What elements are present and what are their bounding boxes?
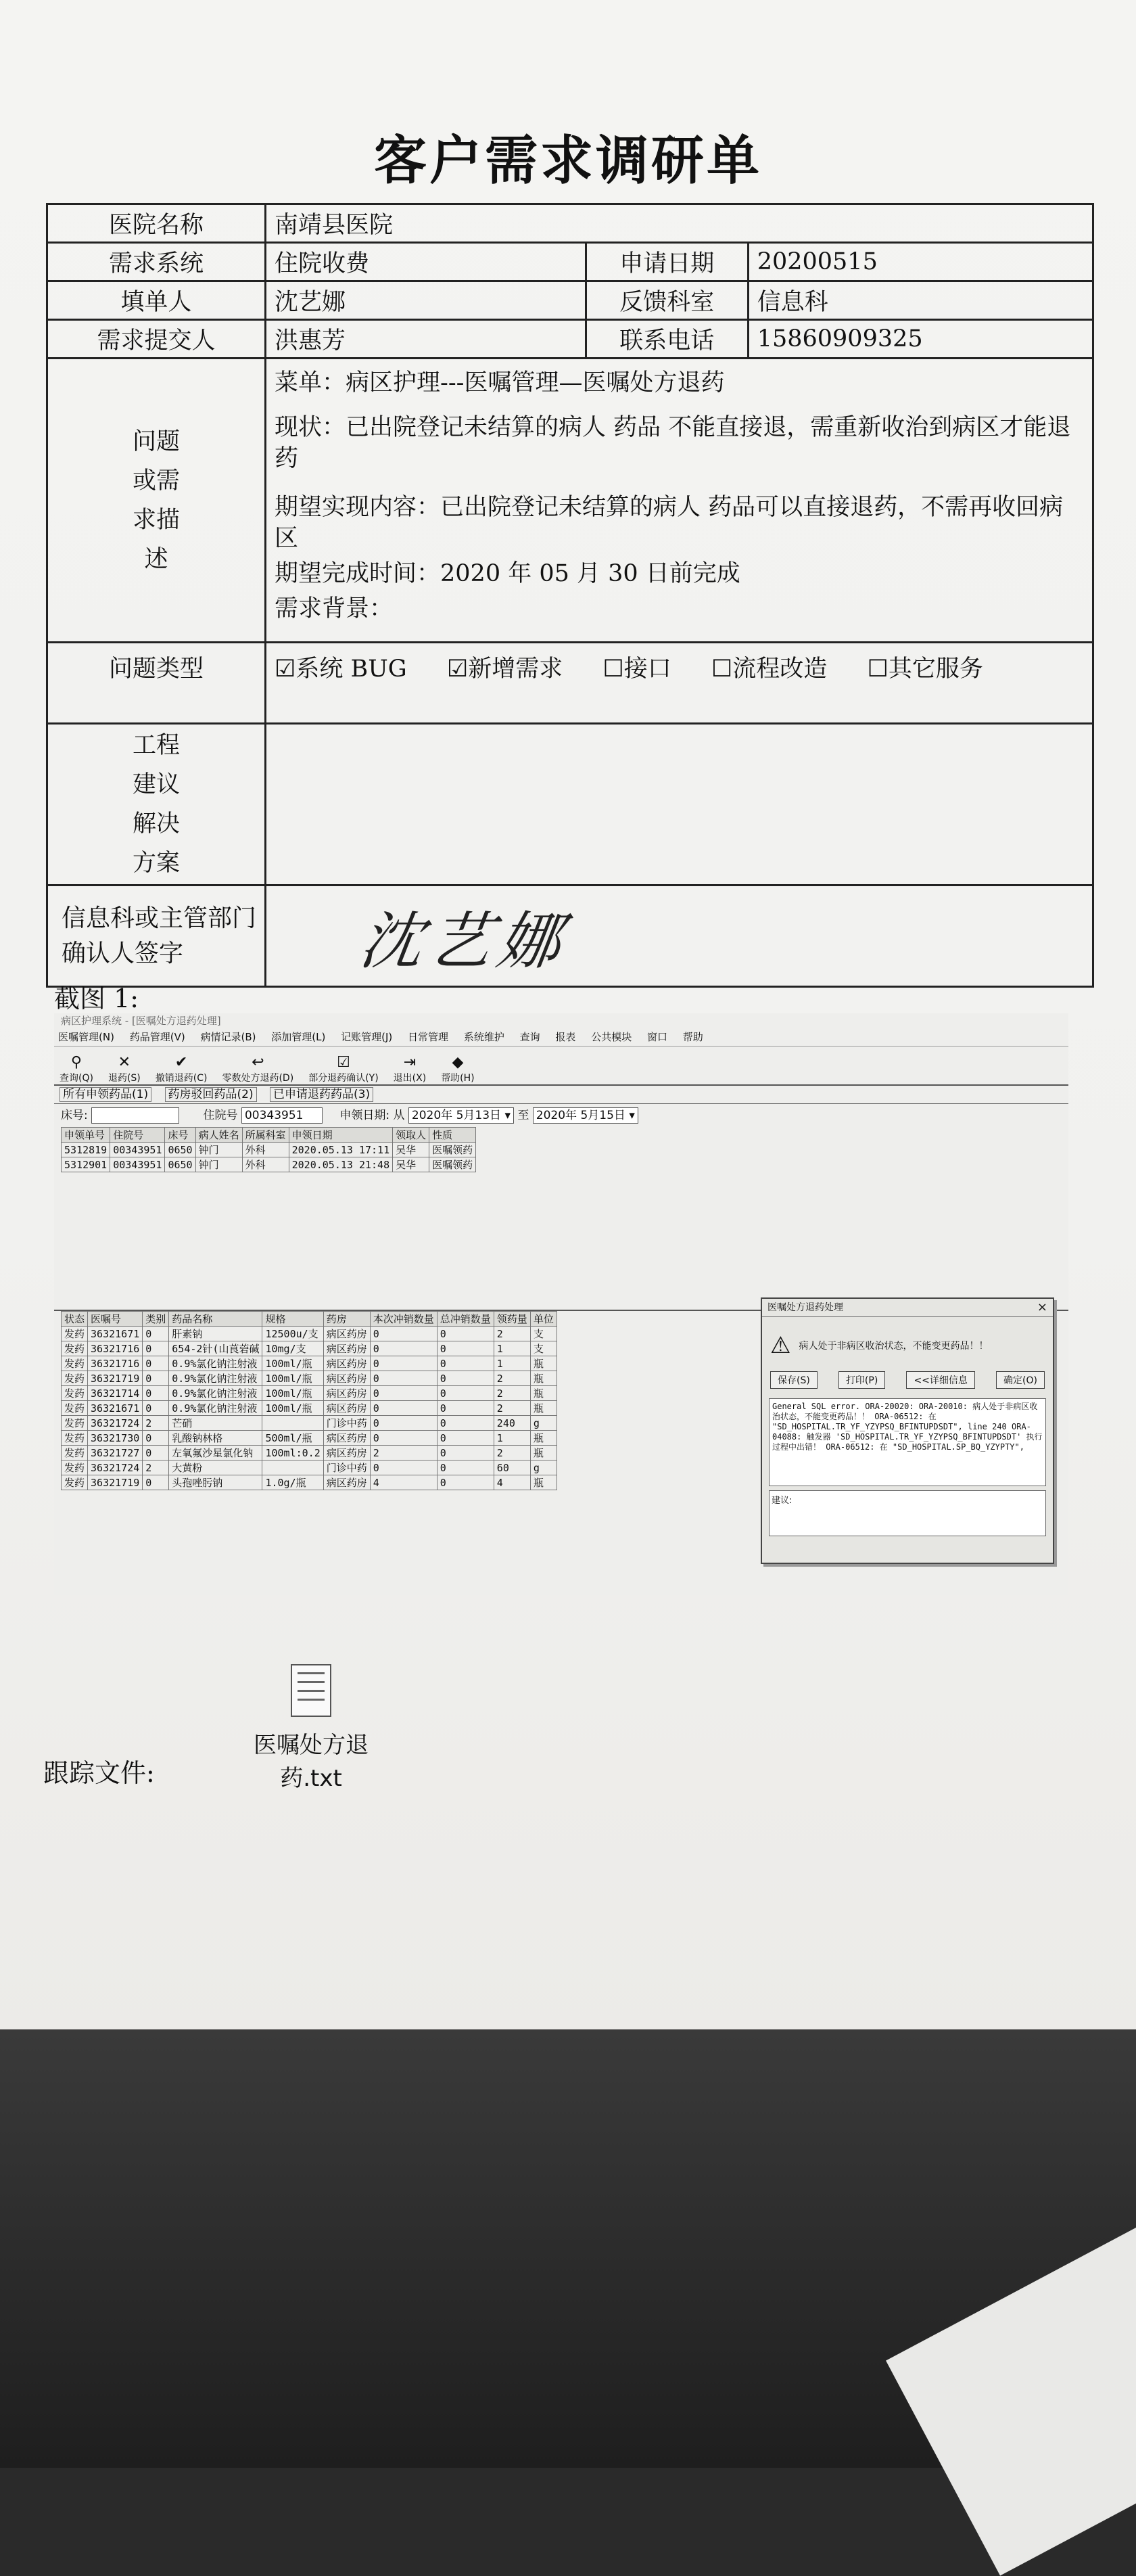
table-cell: 0 <box>437 1386 494 1401</box>
table-row[interactable] <box>62 1431 557 1446</box>
deadline-line: 期望完成时间：2020 年 05 月 30 日前完成 <box>275 560 740 587</box>
text-file-icon <box>291 1664 331 1717</box>
table-cell: 钟门 <box>195 1143 242 1157</box>
table-cell: 病区药房 <box>323 1431 370 1446</box>
cross-icon: ✕ <box>118 1054 131 1071</box>
table-cell: 病区药房 <box>323 1401 370 1416</box>
table-cell: 瓶 <box>530 1356 557 1371</box>
col-header[interactable]: 药品名称 <box>169 1312 262 1327</box>
form-row-filler <box>47 281 1093 320</box>
suggestion-box[interactable] <box>769 1490 1046 1536</box>
col-header[interactable]: 医嘱号 <box>88 1312 143 1327</box>
table-row[interactable] <box>62 1401 557 1416</box>
table-cell: 0 <box>143 1341 169 1356</box>
table-cell: 瓶 <box>530 1446 557 1460</box>
table-cell: 0 <box>437 1356 494 1371</box>
table-cell: 36321671 <box>88 1327 143 1341</box>
col-header[interactable]: 申领日期 <box>289 1128 393 1143</box>
tab-bar <box>54 1086 1068 1104</box>
bed-label: 床号: <box>61 1109 88 1122</box>
table-cell: 2 <box>494 1401 530 1416</box>
menu-item[interactable]: 报表 <box>555 1031 576 1043</box>
table-cell: 0 <box>370 1327 437 1341</box>
table-cell: 0 <box>437 1416 494 1431</box>
col-header[interactable]: 领取人 <box>393 1128 429 1143</box>
table-cell: 100ml/瓶 <box>262 1386 323 1401</box>
table-row[interactable] <box>62 1386 557 1401</box>
table-cell: 2020.05.13 17:11 <box>289 1143 393 1157</box>
menu-line: 菜单：病区护理---医嘱管理—医嘱处方退药 <box>275 369 725 396</box>
exit-label: 退出(X) <box>393 1073 427 1084</box>
table-cell: 36321719 <box>88 1371 143 1386</box>
table-cell: 0 <box>143 1446 169 1460</box>
phone-label: 联系电话 <box>586 320 748 359</box>
table-cell: 肝素钠 <box>169 1327 262 1341</box>
menu-bar <box>54 1028 1068 1046</box>
table-cell: 36321724 <box>88 1460 143 1475</box>
table-cell: 60 <box>494 1460 530 1475</box>
table-cell: 0 <box>437 1475 494 1490</box>
table-cell: g <box>530 1460 557 1475</box>
dialog-titlebar <box>762 1299 1053 1317</box>
form-row-type <box>47 643 1093 724</box>
bed-input[interactable] <box>91 1107 179 1124</box>
table-cell: 0 <box>370 1431 437 1446</box>
trace-file-label: 跟踪文件: <box>43 1758 155 1788</box>
details-button[interactable]: <<详细信息 <box>906 1371 974 1389</box>
error-detail-text[interactable]: General SQL error. ORA-20020: ORA-20010: 病人处于非病区收治状态，不能变更药品！！ ORA-06512: 在 "SD_HOSPITAL.TR_YF_YZYPSQ_BFINTUPDSDT", line 240 ORA-04088: 触发器 'SD_HOSPITAL.TR_YF_YZYPSQ_BFINTUPDSDT' 执行过程中出错！ ORA-06512: 在 "SD_HOSPITAL.SP_BQ_YZYPTY", <box>769 1398 1046 1486</box>
type-option-interface[interactable]: ☐接口 <box>602 656 671 683</box>
table-row[interactable] <box>62 1143 476 1157</box>
menu-item[interactable]: 窗口 <box>647 1031 668 1043</box>
table-cell: 芒硝 <box>169 1416 262 1431</box>
partial-prescription-label: 零数处方退药(D) <box>222 1073 294 1084</box>
table-cell: 0 <box>143 1475 169 1490</box>
form-row-hospital <box>47 204 1093 243</box>
description-cell <box>266 359 1093 643</box>
table-cell: 100ml:0.2 <box>262 1446 323 1460</box>
form-row-confirm <box>47 886 1093 987</box>
confirm-icon: ☑ <box>337 1054 350 1071</box>
warning-icon: ⚠ <box>770 1332 791 1359</box>
table-cell: 2 <box>143 1460 169 1475</box>
return-button[interactable] <box>108 1055 141 1084</box>
exit-button[interactable] <box>394 1055 427 1084</box>
solution-value <box>266 724 1093 886</box>
partial-prescription-button[interactable] <box>222 1055 293 1084</box>
table-cell: 外科 <box>242 1143 289 1157</box>
dropdown-arrow-icon: ▾ <box>629 1109 635 1122</box>
requirement-form <box>46 203 1094 988</box>
table-cell: 0 <box>370 1401 437 1416</box>
type-label: 问题类型 <box>47 643 266 724</box>
table-cell: 0 <box>143 1356 169 1371</box>
table-cell: 0.9%氯化钠注射液 <box>169 1371 262 1386</box>
ok-button[interactable]: 确定(O) <box>996 1371 1045 1389</box>
table-cell: 2 <box>494 1386 530 1401</box>
col-header[interactable]: 所属科室 <box>242 1128 289 1143</box>
table-cell: 病区药房 <box>323 1446 370 1460</box>
tab-rejected[interactable]: 药房驳回药品(2) <box>165 1087 257 1102</box>
table-row[interactable] <box>62 1327 557 1341</box>
document-title: 客户需求调研单 <box>373 130 762 191</box>
upper-grid-area <box>54 1127 1068 1311</box>
table-cell: 发药 <box>62 1341 88 1356</box>
feedback-dept-label: 反馈科室 <box>586 281 748 320</box>
menu-item[interactable]: 系统维护 <box>463 1031 504 1043</box>
attachment-filename: 医嘱处方退药.txt <box>254 1732 369 1792</box>
embedded-screenshot <box>54 1013 1068 1595</box>
dialog-message: 病人处于非病区收治状态，不能变更药品！！ <box>799 1341 989 1352</box>
table-cell: 5312901 <box>62 1157 110 1172</box>
binoculars-icon: ⚲ <box>70 1054 82 1071</box>
save-button[interactable]: 保存(S) <box>770 1371 818 1389</box>
table-cell: 0 <box>143 1327 169 1341</box>
table-cell: 36321716 <box>88 1341 143 1356</box>
table-cell: 2 <box>494 1446 530 1460</box>
table-cell: 100ml/瓶 <box>262 1401 323 1416</box>
date-from-value: 2020年 5月13日 <box>411 1109 502 1122</box>
type-option-other[interactable]: ☐其它服务 <box>867 656 983 683</box>
menu-item[interactable]: 公共模块 <box>591 1031 632 1043</box>
table-cell: 0650 <box>165 1143 195 1157</box>
table-cell: 发药 <box>62 1460 88 1475</box>
menu-item[interactable]: 添加管理(L) <box>271 1031 326 1043</box>
table-row[interactable] <box>62 1371 557 1386</box>
table-cell: 0 <box>370 1460 437 1475</box>
table-cell: 0 <box>437 1327 494 1341</box>
type-option-new[interactable]: ☑新增需求 <box>446 656 563 683</box>
tab-applied-returns[interactable]: 已申请退药药品(3) <box>270 1087 373 1102</box>
col-header[interactable]: 病人姓名 <box>195 1128 242 1143</box>
col-header[interactable]: 申领单号 <box>62 1128 110 1143</box>
table-cell: 36321671 <box>88 1401 143 1416</box>
table-cell: 病区药房 <box>323 1475 370 1490</box>
table-cell: 0.9%氯化钠注射液 <box>169 1386 262 1401</box>
table-cell: 乳酸钠林格 <box>169 1431 262 1446</box>
date-to-value: 2020年 5月15日 <box>536 1109 625 1122</box>
table-cell: 5312819 <box>62 1143 110 1157</box>
table-cell: 门诊中药 <box>323 1416 370 1431</box>
table-row[interactable] <box>62 1157 476 1172</box>
table-row[interactable] <box>62 1341 557 1356</box>
table-cell: 36321730 <box>88 1431 143 1446</box>
help-label: 帮助(H) <box>441 1073 475 1084</box>
col-header[interactable]: 总冲销数量 <box>437 1312 494 1327</box>
table-cell: 发药 <box>62 1446 88 1460</box>
window-title: 病区护理系统 - [医嘱处方退药处理] <box>61 1015 221 1027</box>
arrow-icon: ↩ <box>252 1054 264 1071</box>
table-cell: 头孢唑肟钠 <box>169 1475 262 1490</box>
type-option-bug[interactable]: ☑系统 BUG <box>275 656 407 683</box>
col-header[interactable]: 床号 <box>165 1128 195 1143</box>
table-cell: 2020.05.13 21:48 <box>289 1157 393 1172</box>
filler-value: 沈艺娜 <box>266 281 586 320</box>
menu-item[interactable]: 帮助 <box>682 1031 703 1043</box>
apply-date-value: 20200515 <box>748 243 1093 281</box>
form-row-submitter <box>47 320 1093 359</box>
solution-label-text: 工程建议解决方案 <box>132 732 180 877</box>
table-row[interactable] <box>62 1416 557 1431</box>
table-cell: 0 <box>437 1460 494 1475</box>
system-label: 需求系统 <box>47 243 266 281</box>
table-cell: 大黄粉 <box>169 1460 262 1475</box>
query-label: 查询(Q) <box>60 1073 93 1084</box>
table-cell: 支 <box>530 1341 557 1356</box>
table-row[interactable] <box>62 1460 557 1475</box>
col-header[interactable]: 规格 <box>262 1312 323 1327</box>
phone-value: 15860909325 <box>748 320 1093 359</box>
table-cell <box>262 1416 323 1431</box>
date-to-picker[interactable] <box>533 1107 638 1124</box>
table-cell: 瓶 <box>530 1386 557 1401</box>
date-from-picker[interactable] <box>408 1107 514 1124</box>
partial-confirm-button[interactable] <box>308 1055 378 1084</box>
table-cell: 0 <box>143 1401 169 1416</box>
table-cell: 发药 <box>62 1371 88 1386</box>
table-cell: 12500u/支 <box>262 1327 323 1341</box>
menu-item[interactable]: 日常管理 <box>408 1031 449 1043</box>
drugs-table <box>61 1311 557 1490</box>
table-cell: 500ml/瓶 <box>262 1431 323 1446</box>
exit-icon: ⇥ <box>403 1054 417 1071</box>
error-dialog <box>761 1297 1054 1564</box>
table-cell: 1 <box>494 1341 530 1356</box>
type-option-process[interactable]: ☐流程改造 <box>711 656 828 683</box>
table-cell: 100ml/瓶 <box>262 1356 323 1371</box>
feedback-dept-value: 信息科 <box>748 281 1093 320</box>
table-cell: 病区药房 <box>323 1371 370 1386</box>
col-header[interactable]: 本次冲销数量 <box>370 1312 437 1327</box>
apply-date-label: 申请日期 <box>586 243 748 281</box>
table-cell: 钟门 <box>195 1157 242 1172</box>
submitter-value: 洪惠芳 <box>266 320 586 359</box>
table-cell: 发药 <box>62 1475 88 1490</box>
problem-label <box>47 359 266 643</box>
table-cell: 左氧氟沙星氯化钠 <box>169 1446 262 1460</box>
table-cell: 医嘱领药 <box>429 1157 476 1172</box>
query-button[interactable] <box>60 1055 93 1084</box>
table-cell: 2 <box>494 1371 530 1386</box>
form-row-system <box>47 243 1093 281</box>
col-header[interactable]: 状态 <box>62 1312 88 1327</box>
table-cell: 瓶 <box>530 1371 557 1386</box>
requests-table <box>61 1127 476 1172</box>
menu-item[interactable]: 医嘱管理(N) <box>58 1031 114 1043</box>
table-cell: 0 <box>143 1371 169 1386</box>
table-cell: 0 <box>143 1386 169 1401</box>
menu-item[interactable]: 药品管理(V) <box>129 1031 185 1043</box>
table-cell: 36321724 <box>88 1416 143 1431</box>
col-header[interactable]: 药房 <box>323 1312 370 1327</box>
dialog-message-area <box>762 1317 1053 1366</box>
menu-item[interactable]: 查询 <box>519 1031 540 1043</box>
table-cell: 10mg/支 <box>262 1341 323 1356</box>
table-cell: 发药 <box>62 1356 88 1371</box>
check-icon: ✔ <box>174 1054 188 1071</box>
table-cell: 瓶 <box>530 1401 557 1416</box>
col-header[interactable]: 性质 <box>429 1128 476 1143</box>
table-cell: 发药 <box>62 1327 88 1341</box>
col-header[interactable]: 住院号 <box>110 1128 165 1143</box>
table-cell: 1 <box>494 1431 530 1446</box>
inpatient-label: 住院号 <box>203 1109 238 1122</box>
hospital-value: 南靖县医院 <box>266 204 1093 243</box>
table-cell: 0.9%氯化钠注射液 <box>169 1356 262 1371</box>
table-cell: 发药 <box>62 1431 88 1446</box>
table-cell: 发药 <box>62 1416 88 1431</box>
solution-label <box>47 724 266 886</box>
col-header[interactable]: 领药量 <box>494 1312 530 1327</box>
table-cell: 外科 <box>242 1157 289 1172</box>
submitter-label: 需求提交人 <box>47 320 266 359</box>
table-cell: 1 <box>494 1356 530 1371</box>
table-cell: 病区药房 <box>323 1327 370 1341</box>
status-line: 现状：已出院登记未结算的病人 药品 不能直接退，需重新收治到病区才能退药 <box>275 414 1071 472</box>
table-cell: 瓶 <box>530 1431 557 1446</box>
help-button[interactable] <box>441 1055 474 1084</box>
date-label: 申领日期: 从 <box>339 1109 405 1122</box>
table-cell: 100ml/瓶 <box>262 1371 323 1386</box>
confirm-label-line1: 信息科或主管部门 <box>62 904 257 932</box>
close-icon[interactable]: × <box>1037 1300 1047 1314</box>
handwritten-signature: 沈艺娜 <box>355 904 573 978</box>
print-button[interactable]: 打印(P) <box>838 1371 885 1389</box>
table-cell: 1.0g/瓶 <box>262 1475 323 1490</box>
problem-label-text: 问题或需求描述 <box>132 428 180 573</box>
partial-confirm-label: 部分退药确认(Y) <box>308 1073 379 1084</box>
form-table <box>46 203 1094 988</box>
table-cell: 0650 <box>165 1157 195 1172</box>
table-cell: 门诊中药 <box>323 1460 370 1475</box>
confirm-label-line2: 确认人签字 <box>62 939 184 967</box>
table-cell: 36321719 <box>88 1475 143 1490</box>
signature-cell <box>266 886 1093 987</box>
table-cell: 0.9%氯化钠注射液 <box>169 1401 262 1416</box>
table-cell: 0 <box>437 1431 494 1446</box>
table-cell: 2 <box>370 1446 437 1460</box>
table-cell: 36321714 <box>88 1386 143 1401</box>
table-cell: 发药 <box>62 1386 88 1401</box>
tab-all-requests[interactable]: 所有申领药品(1) <box>60 1087 151 1102</box>
dialog-title: 医嘱处方退药处理 <box>767 1302 843 1313</box>
system-value: 住院收费 <box>266 243 586 281</box>
table-cell: 医嘱领药 <box>429 1143 476 1157</box>
table-cell: 0 <box>437 1401 494 1416</box>
table-row[interactable] <box>62 1446 557 1460</box>
attachment[interactable] <box>223 1664 399 1793</box>
table-cell: 支 <box>530 1327 557 1341</box>
table-cell: 2 <box>494 1327 530 1341</box>
suggestion-label: 建议: <box>772 1496 792 1506</box>
form-row-solution <box>47 724 1093 886</box>
table-cell <box>262 1460 323 1475</box>
to-label: 至 <box>517 1109 529 1122</box>
table-cell: 36321716 <box>88 1356 143 1371</box>
table-cell: 0 <box>370 1341 437 1356</box>
table-cell: 0 <box>370 1371 437 1386</box>
filter-bar <box>54 1104 1068 1127</box>
hospital-label: 医院名称 <box>47 204 266 243</box>
col-header[interactable]: 单位 <box>530 1312 557 1327</box>
table-row[interactable] <box>62 1356 557 1371</box>
table-cell: 0 <box>437 1341 494 1356</box>
table-cell: 0 <box>143 1431 169 1446</box>
table-cell: 654-2针(山莨菪碱 <box>169 1341 262 1356</box>
table-cell: 发药 <box>62 1401 88 1416</box>
toolbar <box>54 1046 1068 1086</box>
type-options <box>266 643 1093 724</box>
dialog-buttons <box>762 1366 1053 1394</box>
table-cell: 瓶 <box>530 1475 557 1490</box>
help-icon: ◆ <box>452 1054 464 1071</box>
table-cell: 36321727 <box>88 1446 143 1460</box>
dropdown-arrow-icon: ▾ <box>504 1109 511 1122</box>
table-cell: 病区药房 <box>323 1356 370 1371</box>
drugs-header <box>62 1312 557 1327</box>
inpatient-input[interactable]: 00343951 <box>241 1107 323 1124</box>
filler-label: 填单人 <box>47 281 266 320</box>
menu-item[interactable]: 病情记录(B) <box>200 1031 256 1043</box>
requests-header <box>62 1128 476 1143</box>
table-cell: 0 <box>370 1416 437 1431</box>
table-cell: 00343951 <box>110 1143 165 1157</box>
table-cell: 4 <box>370 1475 437 1490</box>
return-label: 退药(S) <box>108 1073 141 1084</box>
table-cell: 吴华 <box>393 1143 429 1157</box>
table-cell: 240 <box>494 1416 530 1431</box>
table-cell: 0 <box>370 1386 437 1401</box>
menu-item[interactable]: 记账管理(J) <box>341 1031 393 1043</box>
expect-line: 期望实现内容：已出院登记未结算的病人 药品可以直接退药，不需再收回病区 <box>275 494 1064 552</box>
table-cell: 4 <box>494 1475 530 1490</box>
form-row-description <box>47 359 1093 643</box>
table-cell: 病区药房 <box>323 1341 370 1356</box>
background-line: 需求背景： <box>275 595 394 622</box>
table-cell: 2 <box>143 1416 169 1431</box>
confirm-label <box>47 886 266 987</box>
table-cell: 0 <box>437 1446 494 1460</box>
table-cell: 0 <box>437 1371 494 1386</box>
table-cell: g <box>530 1416 557 1431</box>
screenshot-label: 截图 1: <box>54 984 139 1013</box>
table-cell: 病区药房 <box>323 1386 370 1401</box>
table-cell: 00343951 <box>110 1157 165 1172</box>
table-row[interactable] <box>62 1475 557 1490</box>
cancel-return-label: 撤销退药(C) <box>155 1073 208 1084</box>
col-header[interactable]: 类别 <box>143 1312 169 1327</box>
cancel-return-button[interactable] <box>156 1055 208 1084</box>
table-cell: 0 <box>370 1356 437 1371</box>
table-cell: 吴华 <box>393 1157 429 1172</box>
